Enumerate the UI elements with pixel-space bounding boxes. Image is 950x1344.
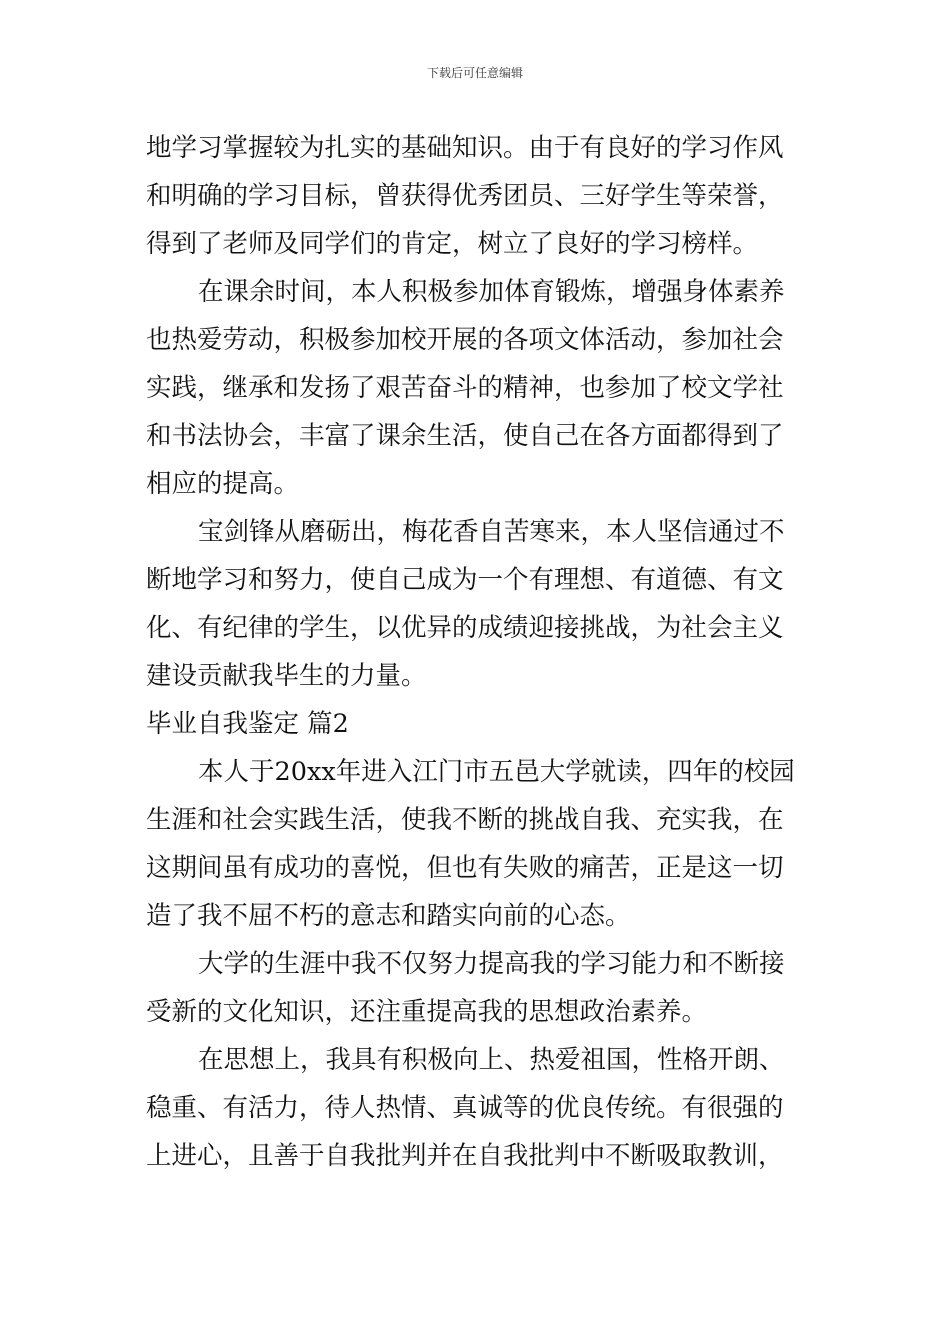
text-line: 造了我不屈不朽的意志和踏实向前的心态。	[146, 901, 631, 931]
page-header-note: 下载后可任意编辑	[426, 66, 523, 80]
text-line: 建设贡献我毕生的力量。	[146, 661, 427, 691]
text-line: 宝剑锋从磨砺出，梅花香自苦寒来，本人坚信通过不	[198, 517, 785, 547]
text-line: 也热爱劳动，积极参加校开展的各项文体活动，参加社会	[146, 325, 784, 355]
text-line: 实践，继承和发扬了艰苦奋斗的精神，也参加了校文学社	[146, 373, 784, 403]
text-line: 大学的生涯中我不仅努力提高我的学习能力和不断接	[198, 949, 785, 979]
text-line: 断地学习和努力，使自己成为一个有理想、有道德、有文	[146, 565, 784, 595]
document-body	[146, 124, 808, 1180]
text-line: 生涯和社会实践生活，使我不断的挑战自我、充实我，在	[146, 805, 784, 835]
text-line: 和明确的学习目标，曾获得优秀团员、三好学生等荣誉，	[146, 181, 784, 211]
text-line: 受新的文化知识，还注重提高我的思想政治素养。	[146, 997, 708, 1027]
text-line: 相应的提高。	[146, 469, 300, 499]
text-line: 上进心，且善于自我批判并在自我批判中不断吸取教训，	[146, 1141, 784, 1171]
text-line: 在思想上，我具有积极向上、热爱祖国，性格开朗、	[198, 1045, 785, 1075]
text-line: 稳重、有活力，待人热情、真诚等的优良传统。有很强的	[146, 1093, 784, 1123]
section-heading: 毕业自我鉴定 篇2	[146, 709, 349, 739]
text-line: 得到了老师及同学们的肯定，树立了良好的学习榜样。	[146, 229, 759, 259]
text-line: 地学习掌握较为扎实的基础知识。由于有良好的学习作风	[146, 133, 784, 163]
text-line: 在课余时间，本人积极参加体育锻炼，增强身体素养	[198, 277, 785, 307]
text-line: 化、有纪律的学生，以优异的成绩迎接挑战，为社会主义	[146, 613, 784, 643]
text-line: 本人于20xx年进入江门市五邑大学就读，四年的校园	[198, 757, 795, 787]
text-line: 和书法协会，丰富了课余生活，使自己在各方面都得到了	[146, 421, 784, 451]
text-line: 这期间虽有成功的喜悦，但也有失败的痛苦，正是这一切	[146, 853, 784, 883]
